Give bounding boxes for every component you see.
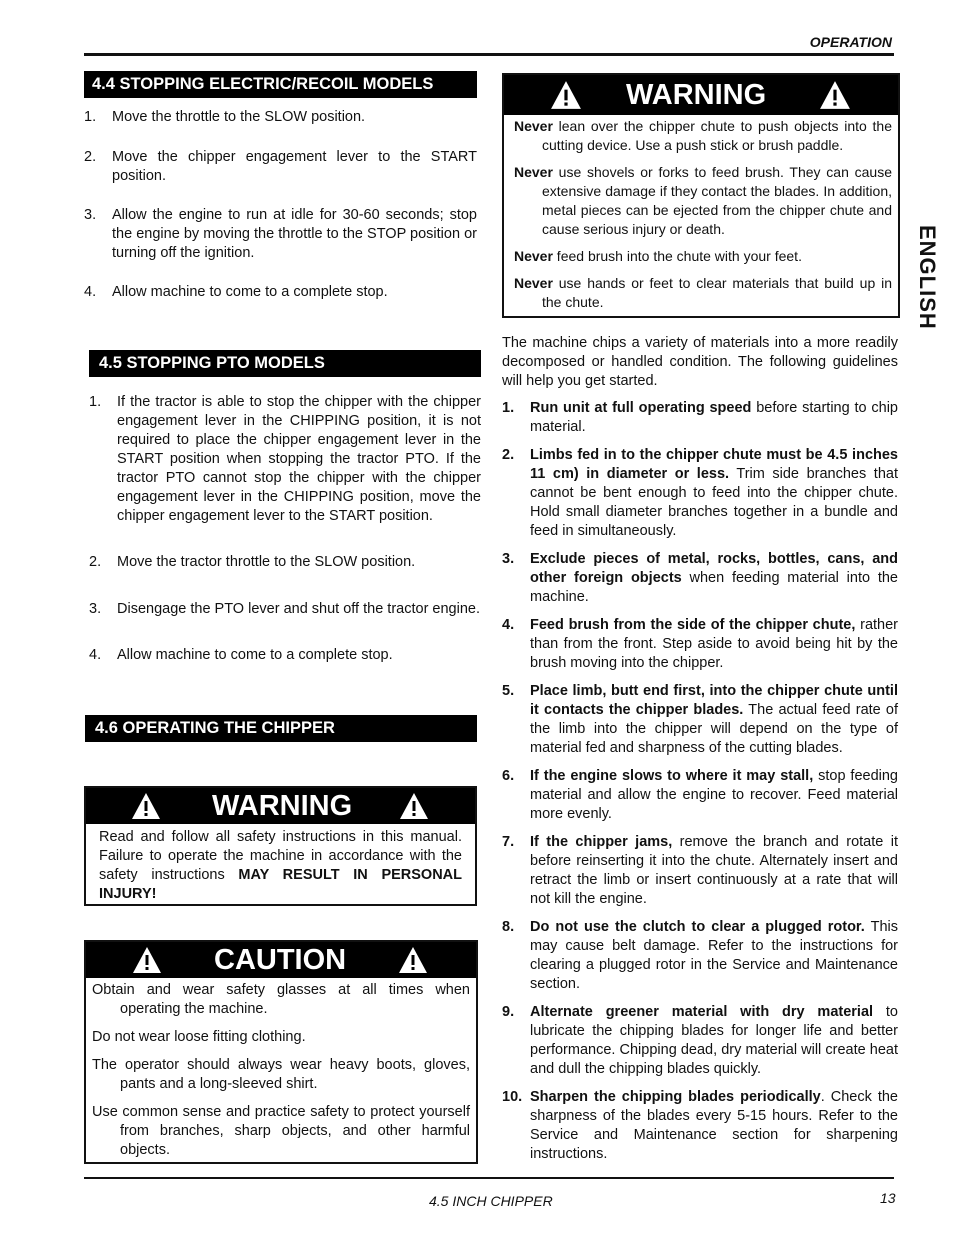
caution-item: Use common sense and practice safety to protect yourself from branches, sharp objects, and other harmful objects. bbox=[92, 1104, 470, 1158]
warning-triangle-icon bbox=[132, 945, 162, 975]
header-rule bbox=[84, 53, 894, 56]
language-tab: ENGLISH bbox=[915, 225, 940, 330]
footer-title: 4.5 INCH CHIPPER bbox=[429, 1193, 553, 1209]
list-item: 2. Limbs fed in to the chipper chute must be 4.5 inches 11 cm) in diameter or less. Trim side branches that cannot be bent enough to feed into the chipper chute. Hold small diameter branches together in a bundle and feed in simultaneously. bbox=[502, 447, 898, 539]
warning-triangle-icon bbox=[398, 945, 428, 975]
list-item: 2. Move the tractor throttle to the SLOW position. bbox=[89, 554, 416, 570]
caution-box bbox=[84, 940, 478, 1164]
warning-item: Never use shovels or forks to feed brush. They can cause extensive damage if they contact the blades. In addition, metal pieces can be ejected from the chipper chute and cause serious injury or death. bbox=[514, 164, 892, 237]
intro-paragraph: The machine chips a variety of materials into a more readily decomposed or handled condition. The following guidelines will help you get started. bbox=[502, 335, 898, 389]
list-item: 6. If the engine slows to where it may stall, stop feeding material and allow the engine to recover. Feed material more evenly. bbox=[502, 768, 898, 822]
list-item: 5. Place limb, butt end first, into the chipper chute until it contacts the chipper blades. The actual feed rate of the limb into the chipper will depend on the type of material fed and sharpness of the cutting blades. bbox=[502, 683, 899, 756]
caution-item: Obtain and wear safety glasses at all times when operating the machine. bbox=[92, 982, 470, 1017]
warning-box-right bbox=[502, 73, 900, 318]
warning-item: Never use hands or feet to clear materials that build up in the chute. bbox=[514, 275, 892, 310]
warning-triangle-icon bbox=[131, 791, 161, 821]
section-4-6-heading: 4.6 OPERATING THE CHIPPER bbox=[85, 715, 477, 742]
list-item: 9. Alternate greener material with dry material to lubricate the chipping blades for longer life and better performance. Chipping dead, dry material will create heat and dull the chipping blades quickly. bbox=[502, 1004, 898, 1077]
footer-rule bbox=[84, 1177, 894, 1179]
warning-triangle-icon bbox=[399, 791, 429, 821]
warning-title: WARNING bbox=[626, 79, 767, 111]
guidelines-list bbox=[502, 399, 898, 1164]
warning-triangle-icon bbox=[549, 79, 583, 111]
section-4-4-list bbox=[84, 108, 477, 302]
list-item: 3. Allow the engine to run at idle for 30-60 seconds; stop the engine by moving the throttle to the STOP position or turning off the ignition. bbox=[84, 207, 477, 261]
warning-item: Never lean over the chipper chute to push objects into the cutting device. Use a push stick or brush paddle. bbox=[514, 118, 892, 153]
section-4-5-heading: 4.5 STOPPING PTO MODELS bbox=[89, 350, 481, 377]
warning-item: Never feed brush into the chute with your feet. bbox=[514, 248, 802, 264]
warning-text: Read and follow all safety instructions in this manual. Failure to operate the machine in accordance with the safety instructions MAY RESULT IN PERSONAL INJURY! bbox=[99, 829, 463, 902]
warning-title-bar bbox=[504, 75, 898, 115]
page-number: 13 bbox=[880, 1190, 896, 1206]
list-item: 8. Do not use the clutch to clear a plugged rotor. This may cause belt damage. Refer to the instructions for clearing a plugged rotor in the Service and Maintenance section. bbox=[502, 919, 898, 992]
list-item: 10. Sharpen the chipping blades periodically. Check the sharpness of the blades every 5-15 hours. Refer to the Service and Maintenance section for sharpening instructions. bbox=[502, 1089, 898, 1162]
list-item: 1. Run unit at full operating speed before starting to chip material. bbox=[502, 400, 898, 435]
warning-title: WARNING bbox=[212, 790, 353, 822]
warning-box-left bbox=[84, 786, 477, 906]
section-4-5-list bbox=[89, 393, 481, 665]
list-item: 1. Move the throttle to the SLOW position. bbox=[84, 109, 366, 125]
running-header: OPERATION bbox=[809, 34, 892, 50]
section-4-4-heading: 4.4 STOPPING ELECTRIC/RECOIL MODELS bbox=[84, 71, 477, 98]
list-item: 3. Exclude pieces of metal, rocks, bottles, cans, and other foreign objects when feeding material into the machine. bbox=[502, 551, 898, 605]
list-item: 7. If the chipper jams, remove the branch and rotate it before reinserting it into the chute. Alternately insert and retract the limb or insert continuously at a rate that will not kill the engine. bbox=[502, 834, 898, 907]
list-item: 4. Feed brush from the side of the chipper chute, rather than from the front. Step aside to avoid being hit by the brush moving into the chipper. bbox=[502, 617, 898, 671]
list-item: 2. Move the chipper engagement lever to the START position. bbox=[84, 149, 477, 184]
caution-title: CAUTION bbox=[214, 944, 347, 976]
caution-item: The operator should always wear heavy boots, gloves, pants and a long-sleeved shirt. bbox=[92, 1057, 470, 1092]
list-item: 1. If the tractor is able to stop the chipper with the chipper engagement lever in the CHIPPING position, it is not required to place the chipper engagement lever in the START position when stopping the tractor PTO. If the tractor PTO cannot stop the chipper with the chipper engagement lever in the CHIPPING position, move the chipper engagement lever to the START position. bbox=[89, 394, 481, 524]
caution-item: Do not wear loose fitting clothing. bbox=[92, 1029, 306, 1045]
list-item: 3. Disengage the PTO lever and shut off the tractor engine. bbox=[89, 601, 480, 617]
warning-title-bar bbox=[86, 788, 475, 824]
caution-title-bar bbox=[86, 942, 476, 978]
list-item: 4. Allow machine to come to a complete stop. bbox=[89, 647, 393, 663]
warning-triangle-icon bbox=[818, 79, 852, 111]
list-item: 4. Allow machine to come to a complete stop. bbox=[84, 284, 388, 300]
